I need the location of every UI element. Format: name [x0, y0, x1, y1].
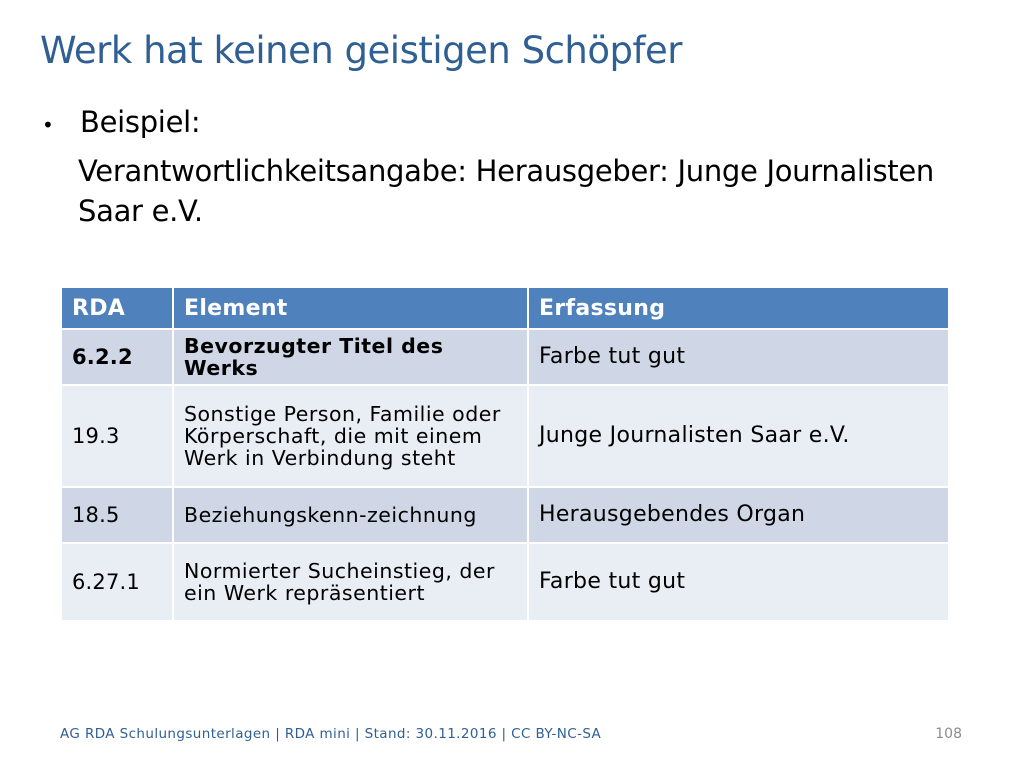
example-statement: Verantwortlichkeitsangabe: Herausgeber: Junge Journalisten Saar e.V. [78, 154, 934, 228]
cell-erfassung: Junge Journalisten Saar e.V. [528, 385, 949, 487]
header-erfassung: Erfassung [528, 287, 949, 329]
cell-element: Sonstige Person, Familie oder Körperschaft, die mit einem Werk in Verbindung steht [173, 385, 528, 487]
footer-text: AG RDA Schulungsunterlagen | RDA mini | Stand: 30.11.2016 | CC BY-NC-SA [60, 726, 602, 742]
table-header-row [61, 287, 949, 329]
rda-table [60, 286, 950, 622]
cell-element: Beziehungskenn-zeichnung [173, 487, 528, 543]
table-row [61, 487, 949, 543]
page-number: 108 [935, 726, 962, 742]
cell-rda: 6.27.1 [61, 543, 173, 621]
table-row [61, 543, 949, 621]
cell-element: Bevorzugter Titel des Werks [173, 329, 528, 385]
slide-content [40, 100, 1000, 231]
bullet-marker: • [42, 113, 54, 137]
table-row [61, 329, 949, 385]
bullet-item [40, 100, 1000, 147]
header-rda: RDA [61, 287, 173, 329]
cell-rda: 6.2.2 [61, 329, 173, 385]
cell-erfassung: Herausgebendes Organ [528, 487, 949, 543]
bullet-label: Beispiel: [80, 105, 201, 139]
table-row [61, 385, 949, 487]
slide-title: Werk hat keinen geistigen Schöpfer [40, 29, 683, 72]
cell-rda: 18.5 [61, 487, 173, 543]
cell-rda: 19.3 [61, 385, 173, 487]
header-element: Element [173, 287, 528, 329]
cell-element: Normierter Sucheinstieg, der ein Werk repräsentiert [173, 543, 528, 621]
cell-erfassung: Farbe tut gut [528, 543, 949, 621]
cell-erfassung: Farbe tut gut [528, 329, 949, 385]
